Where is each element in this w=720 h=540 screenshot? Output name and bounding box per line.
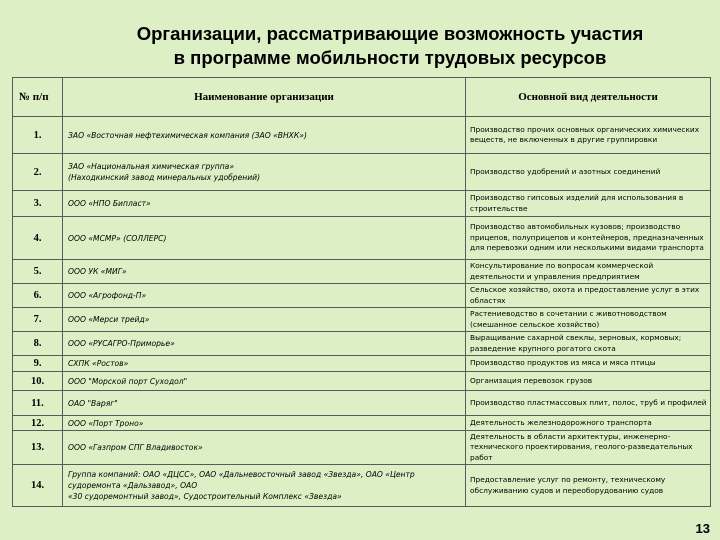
title-line-2: в программе мобильности трудовых ресурсов (173, 47, 607, 68)
table-row (13, 465, 711, 507)
row-number: 8. (13, 332, 63, 356)
table-row (13, 284, 711, 308)
organization-name: ООО «Порт Троно» (63, 416, 466, 431)
organization-name: ООО «Агрофонд-П» (63, 284, 466, 308)
organization-name: СХПК «Ростов» (63, 356, 466, 372)
row-number: 1. (13, 117, 63, 154)
page-title (70, 22, 710, 70)
activity-description: Консультирование по вопросам коммерческой деятельности и управления предприятием (466, 260, 711, 284)
activity-description: Выращивание сахарной свеклы, зерновых, кормовых; разведение крупного рогатого скота (466, 332, 711, 356)
organization-name: ЗАО «Восточная нефтехимическая компания (ЗАО «ВНХК») (63, 117, 466, 154)
organization-name: ООО «МСМР» (СОЛЛЕРС) (63, 217, 466, 260)
row-number: 7. (13, 308, 63, 332)
row-number: 11. (13, 391, 63, 416)
activity-description: Деятельность железнодорожного транспорта (466, 416, 711, 431)
row-number: 4. (13, 217, 63, 260)
table-row (13, 260, 711, 284)
activity-description: Сельское хозяйство, охота и предоставление услуг в этих областях (466, 284, 711, 308)
activity-description: Производство пластмассовых плит, полос, труб и профилей (466, 391, 711, 416)
organizations-table (12, 77, 711, 507)
row-number: 13. (13, 431, 63, 465)
activity-description: Предоставление услуг по ремонту, техническому обслуживанию судов и переоборудованию судов (466, 465, 711, 507)
row-number: 14. (13, 465, 63, 507)
table-row (13, 416, 711, 431)
table-row (13, 191, 711, 217)
activity-description: Производство прочих основных органических химических веществ, не включенных в другие группировки (466, 117, 711, 154)
activity-description: Производство автомобильных кузовов; производство прицепов, полуприцепов и контейнеров, предназначенных для перевозки одним или несколькими видами транспорта (466, 217, 711, 260)
table-row (13, 308, 711, 332)
table-row (13, 332, 711, 356)
row-number: 12. (13, 416, 63, 431)
row-number: 6. (13, 284, 63, 308)
organization-name: ОАО "Варяг" (63, 391, 466, 416)
activity-description: Деятельность в области архитектуры, инженерно-технического проектирования, геолого-разведательных работ (466, 431, 711, 465)
column-header-organization: Наименование организации (63, 78, 466, 117)
page-number: 13 (695, 521, 710, 536)
table-row (13, 431, 711, 465)
organization-name: ООО «РУСАГРО-Приморье» (63, 332, 466, 356)
column-header-number: № п/п (13, 78, 63, 117)
row-number: 10. (13, 372, 63, 391)
column-header-activity: Основной вид деятельности (466, 78, 711, 117)
activity-description: Производство удобрений и азотных соединений (466, 154, 711, 191)
organization-name: ООО «НПО Бипласт» (63, 191, 466, 217)
organization-name: ООО «Мерси трейд» (63, 308, 466, 332)
organization-name: ЗАО «Национальная химическая группа» (Находкинский завод минеральных удобрений) (63, 154, 466, 191)
row-number: 3. (13, 191, 63, 217)
table-row (13, 154, 711, 191)
table-row (13, 217, 711, 260)
row-number: 5. (13, 260, 63, 284)
organization-name: ООО "Морской порт Суходол" (63, 372, 466, 391)
activity-description: Организация перевозок грузов (466, 372, 711, 391)
row-number: 2. (13, 154, 63, 191)
organization-name: ООО УК «МИГ» (63, 260, 466, 284)
table-row (13, 372, 711, 391)
activity-description: Производство продуктов из мяса и мяса птицы (466, 356, 711, 372)
organization-name: Группа компаний: ОАО «ДЦСС», ОАО «Дальневосточный завод «Звезда», ОАО «Центр судоремонта «Дальзавод», ОАО «30 судоремонтный завод», Судостроительный Комплекс «Звезда» (63, 465, 466, 507)
row-number: 9. (13, 356, 63, 372)
activity-description: Растениеводство в сочетании с животноводством (смешанное сельское хозяйство) (466, 308, 711, 332)
table-header-row (13, 78, 711, 117)
table-row (13, 391, 711, 416)
table-row (13, 356, 711, 372)
organization-name: ООО «Газпром СПГ Владивосток» (63, 431, 466, 465)
table-row (13, 117, 711, 154)
title-line-1: Организации, рассматривающие возможность участия (136, 23, 644, 44)
activity-description: Производство гипсовых изделий для использования в строительстве (466, 191, 711, 217)
